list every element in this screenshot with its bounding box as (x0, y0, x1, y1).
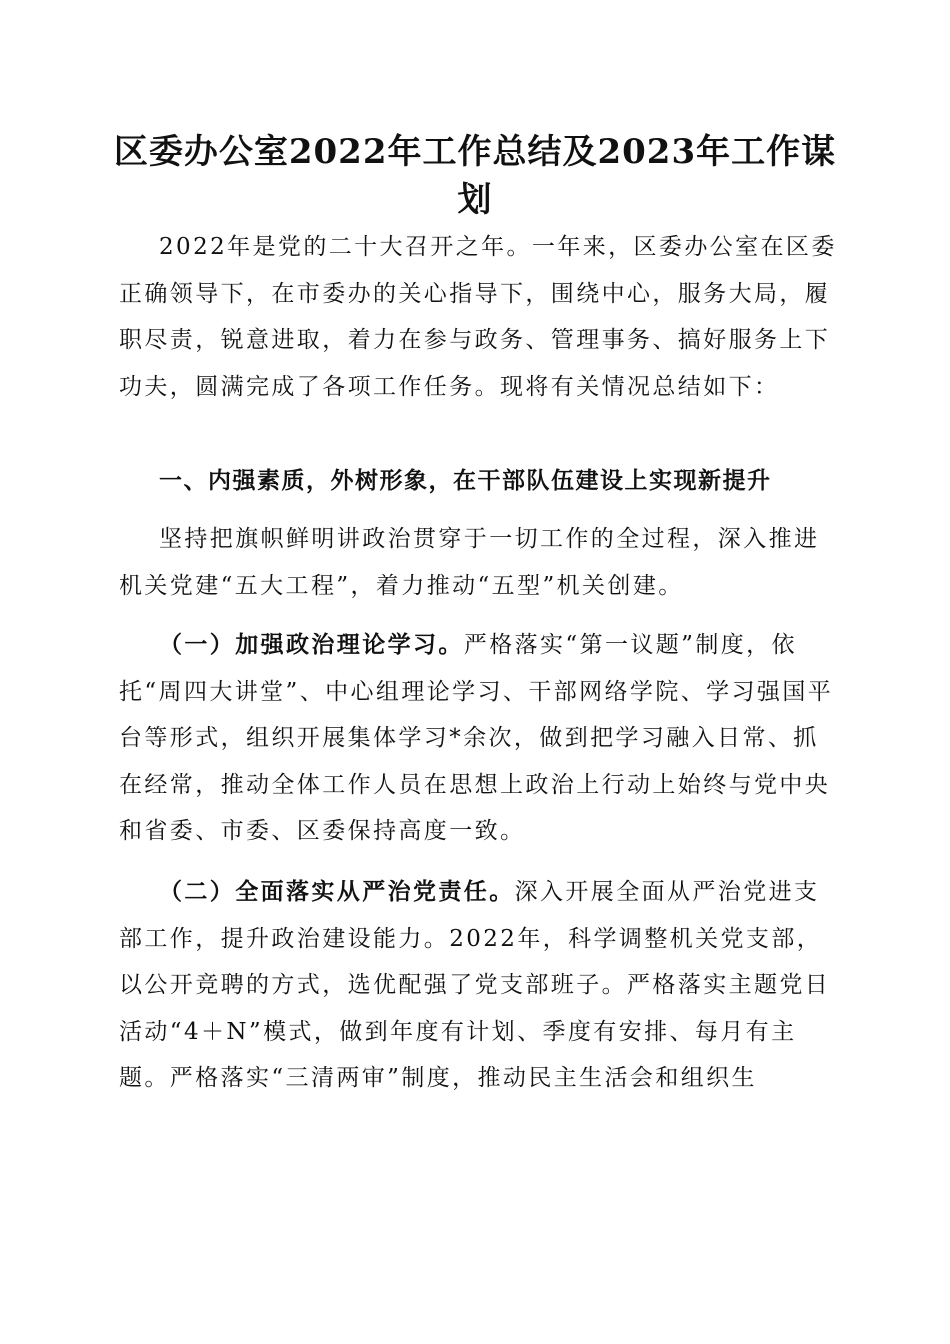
item-1-text: 严格落实“第一议题”制度，依托“周四大讲堂”、中心组理论学习、干部网络学院、学习强国平台等形式，组织开展集体学习*余次，做到把学习融入日常、抓在经常，推动全体工作人员在思想上政治上行动上始终与党中央和省委、市委、区委保持高度一致。 (119, 632, 834, 844)
item-2-lead: （二）全面落实从严治党责任。 (159, 878, 515, 905)
section-heading-1: 一、内强素质，外树形象，在干部队伍建设上实现新提升 (159, 467, 772, 494)
item-2-text: 深入开展全面从严治党进支部工作，提升政治建设能力。2022年，科学调整机关党支部，以公开竞聘的方式，选优配强了党支部班子。严格落实主题党日活动“4＋N”模式，做到年度有计划、季度有安排、每月有主题。严格落实“三清两审”制度，推动民主生活会和组织生 (119, 879, 831, 1091)
section-1-paragraph: 坚持把旗帜鲜明讲政治贯穿于一切工作的全过程，深入推进机关党建“五大工程”，着力推动“五型”机关创建。 (119, 526, 820, 599)
item-2-paragraph (119, 869, 839, 1102)
item-1-paragraph (119, 622, 839, 855)
item-1-lead: （一）加强政治理论学习。 (159, 631, 464, 658)
document-title: 区委办公室2022年工作总结及2023年工作谋划 (113, 132, 837, 220)
intro-paragraph: 2022年是党的二十大召开之年。一年来，区委办公室在区委正确领导下，在市委办的关心指导下，围绕中心，服务大局，履职尽责，锐意进取，着力在参与政务、管理事务、搞好服务上下功夫，圆满完成了各项工作任务。现将有关情况总结如下： (119, 234, 837, 400)
